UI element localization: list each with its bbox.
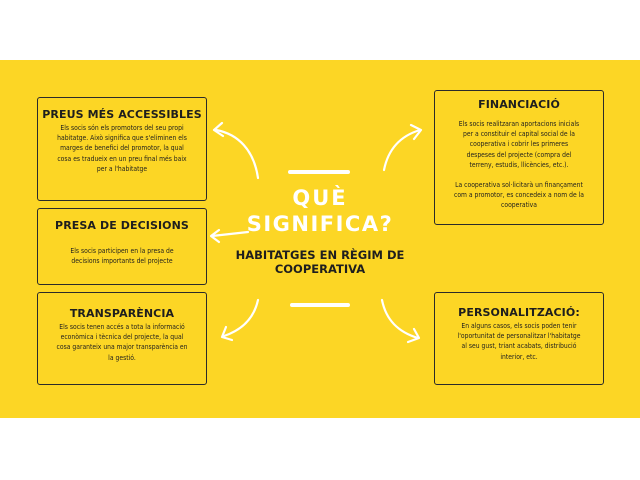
card-financiacio bbox=[434, 90, 604, 225]
card-preus bbox=[37, 97, 207, 201]
card-presa bbox=[37, 208, 207, 285]
arrow-to-personalitzacio-icon bbox=[382, 300, 419, 342]
arrow-to-preus-icon bbox=[214, 123, 258, 178]
center-subtitle: HABITATGES EN RÈGIM DE COOPERATIVA bbox=[235, 248, 405, 276]
card-transparencia bbox=[37, 292, 207, 385]
card-financiacio-text: Els socis realitzaran aportacions inicials per a constituir el capital social de la cooperativa i cobrir les primeres despeses del projecte (compra del terreny, estudis, llicències, etc.). bbox=[458, 120, 580, 169]
card-preus-title: PREUS MÉS ACCESSIBLES bbox=[42, 108, 202, 121]
card-preus-text: Els socis són els promotors del seu propi habitatge. Això significa que s'eliminen els marges de benefici del promotor, la qual cosa es tradueix en un preu final més baix per a l'habitatge bbox=[57, 124, 187, 173]
card-financiacio-text2: La cooperativa sol·licitarà un finançament com a promotor, es concedeix a nom de la cooperativa bbox=[453, 181, 585, 210]
arrow-to-transparencia-icon bbox=[222, 300, 258, 340]
card-presa-title: PRESA DE DECISIONS bbox=[55, 219, 189, 232]
card-financiacio-title: FINANCIACIÓ bbox=[478, 98, 560, 111]
center-title-line2: SIGNIFICA? bbox=[246, 212, 394, 236]
center-title-line1: QUÈ bbox=[292, 186, 348, 210]
card-transparencia-text: Els socis tenen accés a tota la informació econòmica i tècnica del projecte, la qual cosa garanteix una major transparència en la gestió. bbox=[56, 323, 188, 362]
card-personalitzacio-text: En alguns casos, els socis poden tenir l'oportunitat de personalitzar l'habitatge al seu gust, triant acabats, distribució interior, etc. bbox=[457, 322, 581, 361]
card-personalitzacio-title: PERSONALITZACIÓ: bbox=[458, 306, 580, 319]
card-transparencia-title: TRANSPARÈNCIA bbox=[69, 307, 175, 320]
bottom-divider bbox=[290, 303, 350, 307]
card-presa-text: Els socis participen en la presa de decisions importants del projecte bbox=[70, 247, 174, 266]
top-divider bbox=[288, 170, 350, 174]
card-personalitzacio bbox=[434, 292, 604, 385]
arrow-to-financiacio-icon bbox=[384, 125, 421, 170]
